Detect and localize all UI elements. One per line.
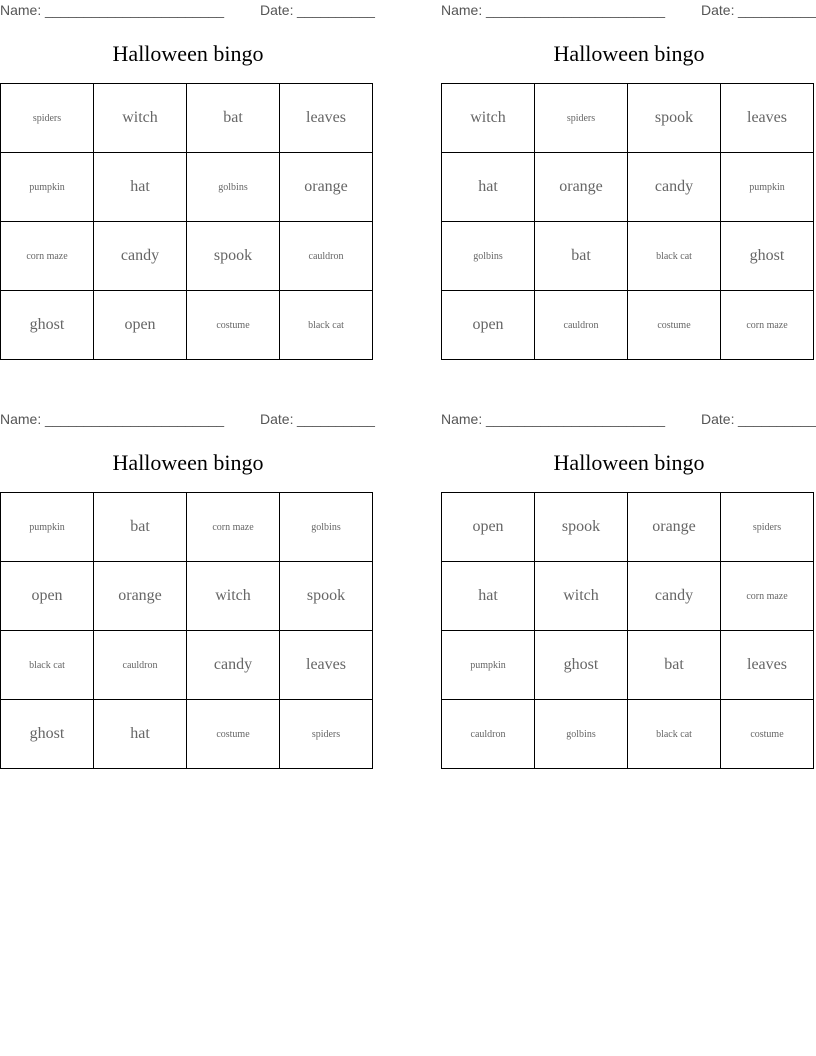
bingo-cell[interactable]: cauldron [280,222,373,291]
bingo-cell[interactable]: pumpkin [442,631,535,700]
grid-row [442,700,814,769]
bingo-cell[interactable]: ghost [535,631,628,700]
card-title: Halloween bingo [553,450,705,475]
grid-row [1,700,373,769]
bingo-cell[interactable]: golbins [187,153,280,222]
bingo-cell[interactable]: golbins [280,493,373,562]
grid-row [1,493,373,562]
bingo-cell[interactable]: hat [442,562,535,631]
bingo-cell[interactable]: spiders [1,84,94,153]
bingo-cell[interactable]: witch [442,84,535,153]
name-date-line [0,2,376,20]
bingo-grid [441,83,814,360]
grid-row [442,153,814,222]
bingo-cell[interactable]: open [1,562,94,631]
name-date-line [441,2,816,20]
name-field[interactable]: _______________________ [45,411,225,427]
name-label: Name: [0,411,42,427]
bingo-cell[interactable]: black cat [1,631,94,700]
bingo-cell[interactable]: black cat [280,291,373,360]
name-field[interactable]: _______________________ [486,2,666,18]
grid-row [1,84,373,153]
bingo-cell[interactable]: bat [535,222,628,291]
bingo-cell[interactable]: black cat [628,700,721,769]
date-field[interactable]: __________ [297,2,375,18]
bingo-cell[interactable]: cauldron [442,700,535,769]
bingo-cell[interactable]: leaves [721,84,814,153]
grid-row [442,631,814,700]
bingo-grid [0,492,373,769]
grid-row [1,153,373,222]
bingo-cell[interactable]: ghost [1,700,94,769]
bingo-cell[interactable]: bat [187,84,280,153]
bingo-cell[interactable]: pumpkin [1,493,94,562]
name-date-line [0,411,376,429]
date-label: Date: [701,411,735,427]
bingo-cell[interactable]: corn maze [721,291,814,360]
bingo-cell[interactable]: hat [94,700,187,769]
date-label: Date: [260,2,294,18]
bingo-cell[interactable]: golbins [442,222,535,291]
bingo-cell[interactable]: hat [442,153,535,222]
bingo-cell[interactable]: leaves [280,84,373,153]
bingo-cell[interactable]: orange [628,493,721,562]
bingo-cell[interactable]: cauldron [535,291,628,360]
bingo-cell[interactable]: pumpkin [1,153,94,222]
grid-row [442,562,814,631]
bingo-cell[interactable]: spiders [280,700,373,769]
bingo-cell[interactable]: cauldron [94,631,187,700]
grid-row [1,291,373,360]
bingo-cell[interactable]: hat [94,153,187,222]
grid-row [1,631,373,700]
grid-row [442,291,814,360]
name-field[interactable]: _______________________ [486,411,666,427]
bingo-cell[interactable]: costume [628,291,721,360]
bingo-cell[interactable]: ghost [721,222,814,291]
date-field[interactable]: __________ [738,2,816,18]
bingo-grid [0,83,373,360]
bingo-cell[interactable]: candy [94,222,187,291]
bingo-cell[interactable]: leaves [280,631,373,700]
bingo-cell[interactable]: candy [628,562,721,631]
bingo-cell[interactable]: open [442,291,535,360]
bingo-cell[interactable]: bat [94,493,187,562]
bingo-cell[interactable]: orange [94,562,187,631]
bingo-cell[interactable]: witch [535,562,628,631]
bingo-cell[interactable]: pumpkin [721,153,814,222]
bingo-cell[interactable]: spook [535,493,628,562]
bingo-cell[interactable]: orange [535,153,628,222]
bingo-cell[interactable]: spook [187,222,280,291]
bingo-cell[interactable]: candy [628,153,721,222]
bingo-cell[interactable]: corn maze [1,222,94,291]
card-title: Halloween bingo [112,450,264,475]
bingo-cell[interactable]: costume [187,291,280,360]
grid-row [442,84,814,153]
date-label: Date: [701,2,735,18]
bingo-cell[interactable]: golbins [535,700,628,769]
bingo-cell[interactable]: open [442,493,535,562]
grid-row [442,493,814,562]
bingo-cell[interactable]: open [94,291,187,360]
name-label: Name: [441,411,483,427]
bingo-cell[interactable]: witch [187,562,280,631]
bingo-cell[interactable]: spiders [721,493,814,562]
bingo-cell[interactable]: candy [187,631,280,700]
date-field[interactable]: __________ [297,411,375,427]
name-field[interactable]: _______________________ [45,2,225,18]
bingo-cell[interactable]: orange [280,153,373,222]
bingo-cell[interactable]: spook [628,84,721,153]
name-label: Name: [441,2,483,18]
grid-row [1,562,373,631]
bingo-cell[interactable]: spook [280,562,373,631]
bingo-cell[interactable]: leaves [721,631,814,700]
bingo-cell[interactable]: ghost [1,291,94,360]
card-title: Halloween bingo [553,41,705,66]
bingo-grid [441,492,814,769]
card-title: Halloween bingo [112,41,264,66]
bingo-cell[interactable]: costume [721,700,814,769]
bingo-cell[interactable]: witch [94,84,187,153]
bingo-cell[interactable]: costume [187,700,280,769]
grid-row [1,222,373,291]
bingo-cell[interactable]: spiders [535,84,628,153]
bingo-cell[interactable]: corn maze [721,562,814,631]
bingo-cell[interactable]: corn maze [187,493,280,562]
grid-row [442,222,814,291]
name-date-line [441,411,816,429]
date-label: Date: [260,411,294,427]
bingo-cell[interactable]: black cat [628,222,721,291]
name-label: Name: [0,2,42,18]
bingo-cell[interactable]: bat [628,631,721,700]
date-field[interactable]: __________ [738,411,816,427]
